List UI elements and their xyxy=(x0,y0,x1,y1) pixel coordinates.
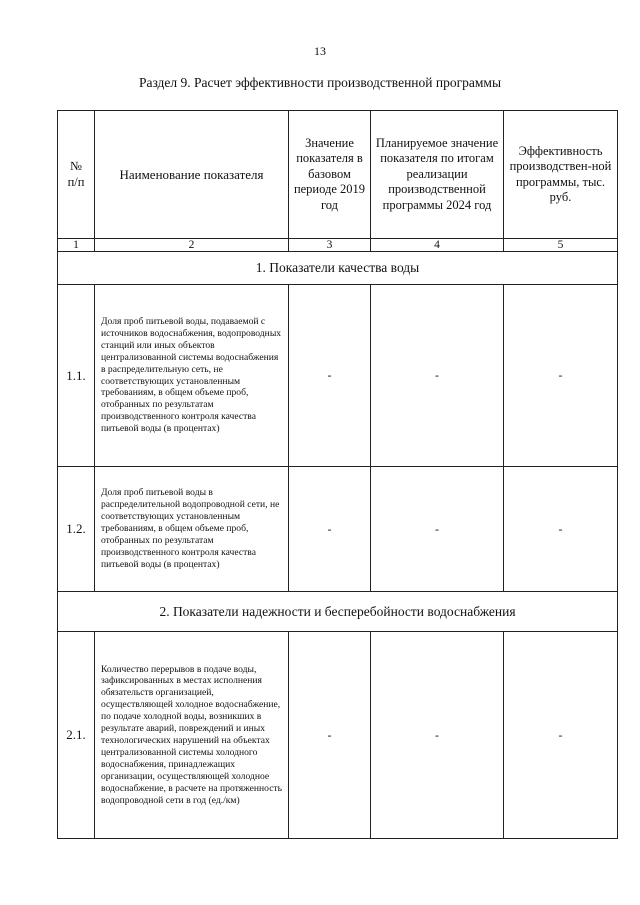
column-number: 5 xyxy=(504,239,618,252)
group-title: 2. Показатели надежности и бесперебойности водоснабжения xyxy=(58,592,618,632)
group-row xyxy=(58,252,618,285)
table-row xyxy=(58,285,618,467)
group-row xyxy=(58,592,618,632)
column-number: 3 xyxy=(289,239,371,252)
row-number: 1.2. xyxy=(58,467,95,592)
base-value: - xyxy=(289,467,371,592)
page-number: 13 xyxy=(314,44,326,58)
table-row xyxy=(58,467,618,592)
base-value: - xyxy=(289,632,371,839)
section-title: Раздел 9. Расчет эффективности производственной программы xyxy=(138,75,502,90)
header-row xyxy=(58,111,618,239)
efficiency-value: - xyxy=(504,285,618,467)
planned-value: - xyxy=(371,467,504,592)
efficiency-value: - xyxy=(504,467,618,592)
efficiency-table xyxy=(57,110,618,839)
indicator-name: Доля проб питьевой воды, подаваемой с источников водоснабжения, водопроводных станций или иных объектов централизованной системы водоснабжения в распределительную сеть, не соответствующих установленным требованиям, в общем объеме проб, отобранных по результатам производственного контроля качества питьевой воды (в процентах) xyxy=(95,285,289,467)
base-value: - xyxy=(289,285,371,467)
row-number: 2.1. xyxy=(58,632,95,839)
indicator-name: Количество перерывов в подаче воды, зафиксированных в местах исполнения обязательств организацией, осуществляющей холодное водоснабжение, по подаче холодной воды, возникших в результате аварий, повреждений и иных технологических нарушений на объектах централизованной системы холодного водоснабжения, принадлежащих организации, осуществляющей холодное водоснабжение, в расчете на протяженность водопроводной сети в год (ед./км) xyxy=(95,632,289,839)
column-number-row xyxy=(58,239,618,252)
column-number: 2 xyxy=(95,239,289,252)
header-planned-value: Планируемое значение показателя по итогам реализации производственной программы 2024 год xyxy=(371,111,504,239)
header-base-value: Значение показателя в базовом периоде 2019 год xyxy=(289,111,371,239)
header-name: Наименование показателя xyxy=(95,111,289,239)
planned-value: - xyxy=(371,285,504,467)
planned-value: - xyxy=(371,632,504,839)
header-num: № п/п xyxy=(58,111,95,239)
group-title: 1. Показатели качества воды xyxy=(58,252,618,285)
indicator-name: Доля проб питьевой воды в распределительной водопроводной сети, не соответствующих установленным требованиям, в общем объеме проб, отобранных по результатам производственного контроля качества питьевой воды (в процентах) xyxy=(95,467,289,592)
column-number: 1 xyxy=(58,239,95,252)
row-number: 1.1. xyxy=(58,285,95,467)
table-row xyxy=(58,632,618,839)
column-number: 4 xyxy=(371,239,504,252)
efficiency-value: - xyxy=(504,632,618,839)
header-efficiency: Эффективность производствен-ной программы, тыс. руб. xyxy=(504,111,618,239)
